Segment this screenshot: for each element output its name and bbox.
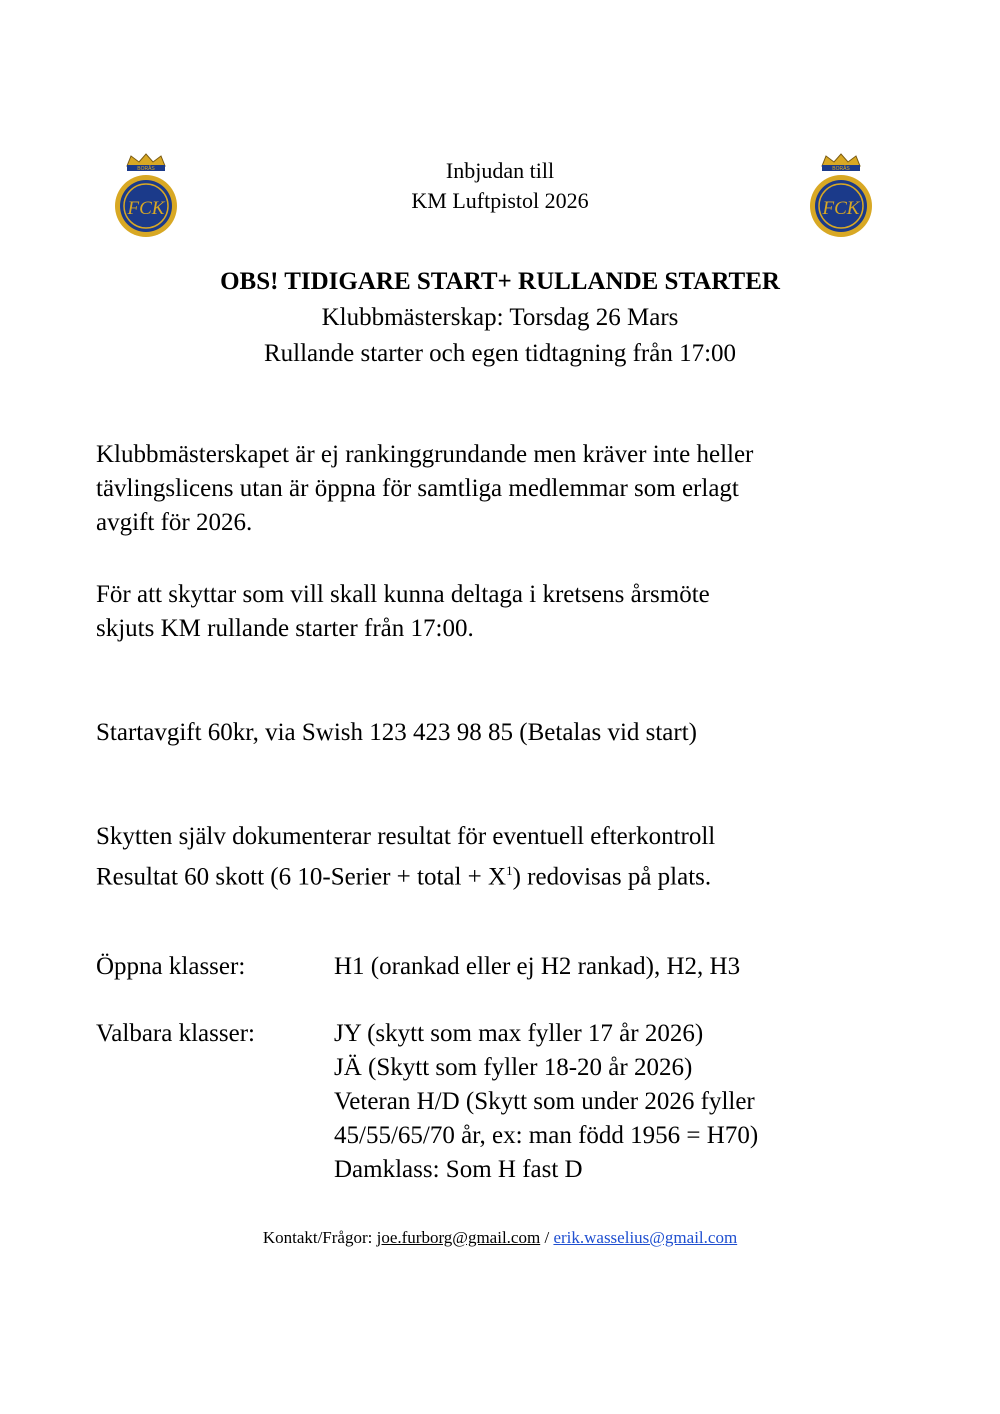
open-classes — [96, 950, 916, 984]
class-item: 45/55/65/70 år, ex: man född 1956 = H70) — [334, 1122, 759, 1149]
contact-line — [100, 1226, 900, 1250]
logo-banner-text: BORÅS — [137, 166, 155, 172]
paragraph-line — [96, 854, 916, 894]
class-item: Veteran H/D (Skytt som under 2026 fyller — [334, 1088, 755, 1115]
logo-banner-text: BORÅS — [832, 166, 850, 172]
paragraph-line: avgift för 2026. — [96, 509, 253, 536]
optional-classes-list — [334, 1017, 916, 1187]
club-logo-left — [113, 150, 179, 238]
results-text-pre: Resultat 60 skott (6 10-Serier + total + X — [96, 863, 507, 891]
contact-label: Kontakt/Frågor: — [262, 1228, 373, 1247]
class-item: Damklass: Som H fast D — [334, 1156, 583, 1183]
announcement-time: Rullande starter och egen tidtagning från 17:00 — [263, 340, 737, 367]
fee-line: Startavgift 60kr, via Swish 123 423 98 85 (Betalas vid start) — [96, 719, 698, 746]
class-item: JY (skytt som max fyller 17 år 2026) — [334, 1020, 704, 1047]
footnote-marker: 1 — [506, 863, 513, 878]
email-link-joe[interactable]: joe.furborg@gmail.com — [376, 1228, 541, 1247]
paragraph-line: Klubbmästerskapet är ej rankinggrundande men kräver inte heller — [96, 441, 754, 468]
optional-classes — [96, 1017, 916, 1187]
header-line-event: KM Luftpistol 2026 — [411, 188, 589, 213]
optional-classes-label: Valbara klasser: — [96, 1020, 255, 1047]
paragraph-fee — [96, 716, 916, 750]
open-classes-value: H1 (orankad eller ej H2 rankad), H2, H3 — [334, 953, 741, 980]
paragraph-rolling-starts — [96, 578, 916, 646]
announcement-headline: OBS! TIDIGARE START+ RULLANDE STARTER — [220, 268, 780, 295]
contact-separator: / — [544, 1228, 550, 1247]
paragraph-line: tävlingslicens utan är öppna för samtliga medlemmar som erlagt — [96, 475, 739, 502]
logo-monogram: FCK — [822, 198, 860, 219]
paragraph-eligibility — [96, 438, 916, 540]
header — [250, 156, 750, 216]
paragraph-line: Skytten själv dokumenterar resultat för eventuell efterkontroll — [96, 823, 716, 850]
header-line-invitation: Inbjudan till — [445, 158, 555, 183]
results-text-post: ) redovisas på plats. — [512, 863, 712, 891]
club-logo-right — [808, 150, 874, 238]
announcement-date: Klubbmästerskap: Torsdag 26 Mars — [321, 304, 679, 331]
email-link-erik[interactable]: erik.wasselius@gmail.com — [553, 1228, 738, 1247]
announcement — [100, 264, 900, 372]
paragraph-line: För att skyttar som vill skall kunna deltaga i kretsens årsmöte — [96, 581, 710, 608]
paragraph-results — [96, 820, 916, 894]
class-item: JÄ (Skytt som fyller 18-20 år 2026) — [334, 1054, 693, 1081]
logo-monogram: FCK — [127, 198, 165, 219]
paragraph-line: skjuts KM rullande starter från 17:00. — [96, 615, 474, 642]
open-classes-label: Öppna klasser: — [96, 953, 246, 980]
